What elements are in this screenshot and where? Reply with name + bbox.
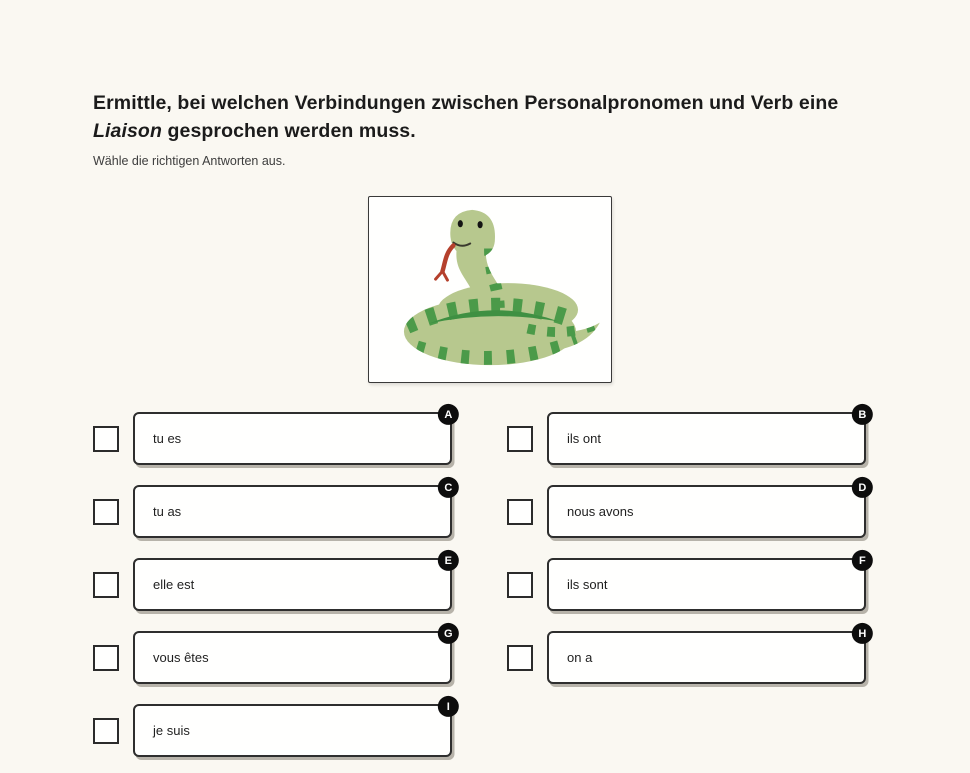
option-label: vous êtes xyxy=(153,650,209,666)
instruction-text: Wähle die richtigen Antworten aus. xyxy=(93,154,286,169)
option-letter-badge: A xyxy=(438,404,459,425)
answer-option[interactable] xyxy=(547,627,867,684)
option-row-b xyxy=(507,408,867,465)
option-label: nous avons xyxy=(567,504,634,520)
option-row-d xyxy=(507,481,867,538)
option-label: ils sont xyxy=(567,577,608,593)
option-label: je suis xyxy=(153,723,190,739)
option-checkbox[interactable] xyxy=(93,499,119,525)
option-letter-badge: F xyxy=(852,550,873,571)
option-label: ils ont xyxy=(567,431,601,447)
option-checkbox[interactable] xyxy=(507,499,533,525)
option-checkbox[interactable] xyxy=(93,426,119,452)
snake-illustration xyxy=(369,197,611,382)
option-letter-badge: D xyxy=(852,477,873,498)
answer-option[interactable] xyxy=(133,408,453,465)
question-title-italic-term: Liaison xyxy=(93,119,162,142)
snake-tongue xyxy=(436,246,454,281)
options-grid xyxy=(93,408,867,757)
option-row-c xyxy=(93,481,453,538)
option-letter-badge: E xyxy=(438,550,459,571)
option-row-i xyxy=(93,700,452,757)
option-row-h xyxy=(507,627,867,684)
question-title xyxy=(93,90,883,145)
answer-option[interactable] xyxy=(133,554,452,611)
option-row-a xyxy=(93,408,453,465)
option-letter-badge: I xyxy=(438,696,459,717)
snake-eye-right xyxy=(478,222,483,229)
question-title-part1: Ermittle, bei welchen Verbindungen zwischen Personalpronomen und Verb eine xyxy=(93,92,839,114)
option-letter-badge: G xyxy=(438,623,459,644)
option-row-e xyxy=(93,554,452,611)
option-checkbox[interactable] xyxy=(93,718,119,744)
answer-option[interactable] xyxy=(133,700,452,757)
answer-option[interactable] xyxy=(547,554,866,611)
option-row-g xyxy=(93,627,453,684)
option-letter-badge: H xyxy=(852,623,873,644)
option-label: tu es xyxy=(153,431,182,447)
option-label: tu as xyxy=(153,504,182,520)
option-label: on a xyxy=(567,650,593,666)
question-image-card xyxy=(368,196,612,383)
option-letter-badge: B xyxy=(852,404,873,425)
option-checkbox[interactable] xyxy=(507,645,533,671)
option-row-f xyxy=(507,554,866,611)
answer-option[interactable] xyxy=(547,408,867,465)
option-checkbox[interactable] xyxy=(93,572,119,598)
snake-eye-left xyxy=(458,221,463,228)
option-checkbox[interactable] xyxy=(507,572,533,598)
answer-option[interactable] xyxy=(133,627,453,684)
option-checkbox[interactable] xyxy=(507,426,533,452)
answer-option[interactable] xyxy=(547,481,867,538)
option-label: elle est xyxy=(153,577,195,593)
answer-option[interactable] xyxy=(133,481,453,538)
question-title-part2: gesprochen werden muss. xyxy=(161,119,416,142)
option-checkbox[interactable] xyxy=(93,645,119,671)
option-letter-badge: C xyxy=(438,477,459,498)
